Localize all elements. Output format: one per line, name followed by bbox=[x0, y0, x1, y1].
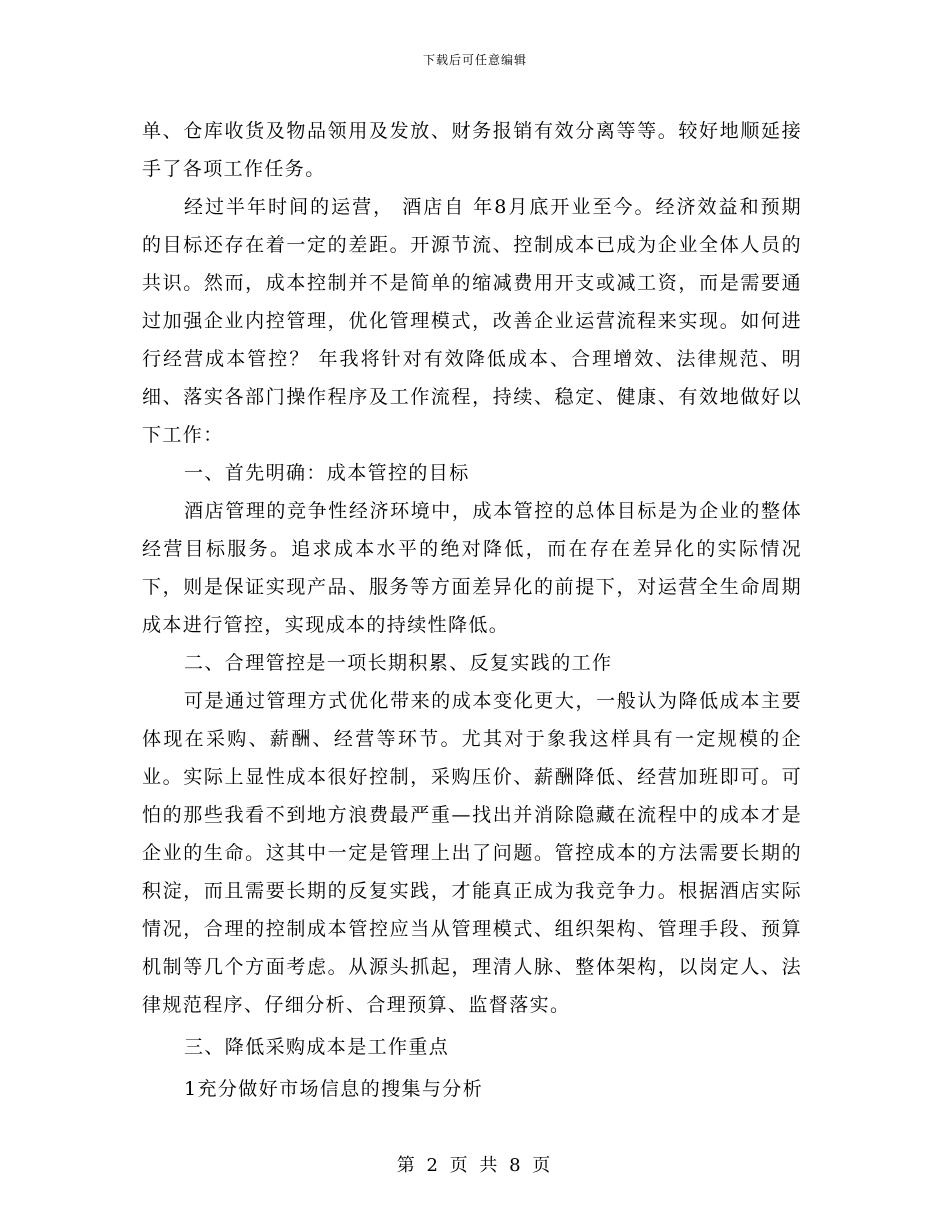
paragraph-operations-summary: 经过半年时间的运营， 酒店自 年8月底开业至今。经济效益和预期的目标还存在着一定的差距。开源节流、控制成本已成为企业全体人员的共识。然而，成本控制并不是简单的缩减费用开支或减工资，而是需要通过加强企业内控管理，优化管理模式，改善企业运营流程来实现。如何进行经营成本管控？ 年我将针对有效降低成本、合理增效、法律规范、明细、落实各部门操作程序及工作流程，持续、稳定、健康、有效地做好以下工作： bbox=[142, 196, 802, 446]
document-body bbox=[142, 112, 802, 1108]
paragraph-cost-practice: 可是通过管理方式优化带来的成本变化更大，一般认为降低成本主要体现在采购、薪酬、经营等环节。尤其对于象我这样具有一定规模的企业。实际上显性成本很好控制，采购压价、薪酬降低、经营加班即可。可怕的那些我看不到地方浪费最严重—找出并消除隐藏在流程中的成本才是企业的生命。这其中一定是管理上出了问题。管控成本的方法需要长期的积淀，而且需要长期的反复实践，才能真正成为我竞争力。根据酒店实际情况，合理的控制成本管控应当从管理模式、组织架构、管理手段、预算机制等几个方面考虑。从源头抓起，理清人脉、整体架构，以岗定人、法律规范程序、仔细分析、合理预算、监督落实。 bbox=[142, 690, 802, 1016]
page-number-footer: 第 2 页 共 8 页 bbox=[396, 1155, 554, 1176]
paragraph-cost-goal: 酒店管理的竞争性经济环境中，成本管控的总体目标是为企业的整体经营目标服务。追求成本水平的绝对降低，而在存在差异化的实际情况下，则是保证实现产品、服务等方面差异化的前提下，对运营全生命周期成本进行管控，实现成本的持续性降低。 bbox=[142, 500, 802, 636]
section-heading-2: 二、合理管控是一项长期积累、反复实践的工作 bbox=[184, 652, 613, 674]
subsection-heading-1: 1充分做好市场信息的搜集与分析 bbox=[184, 1078, 484, 1100]
page-header: 下载后可任意编辑 bbox=[422, 53, 527, 67]
paragraph-continuation: 单、仓库收货及物品领用及发放、财务报销有效分离等等。较好地顺延接手了各项工作任务。 bbox=[142, 120, 802, 180]
section-heading-1: 一、首先明确：成本管控的目标 bbox=[184, 462, 470, 484]
section-heading-3: 三、降低采购成本是工作重点 bbox=[184, 1036, 450, 1058]
